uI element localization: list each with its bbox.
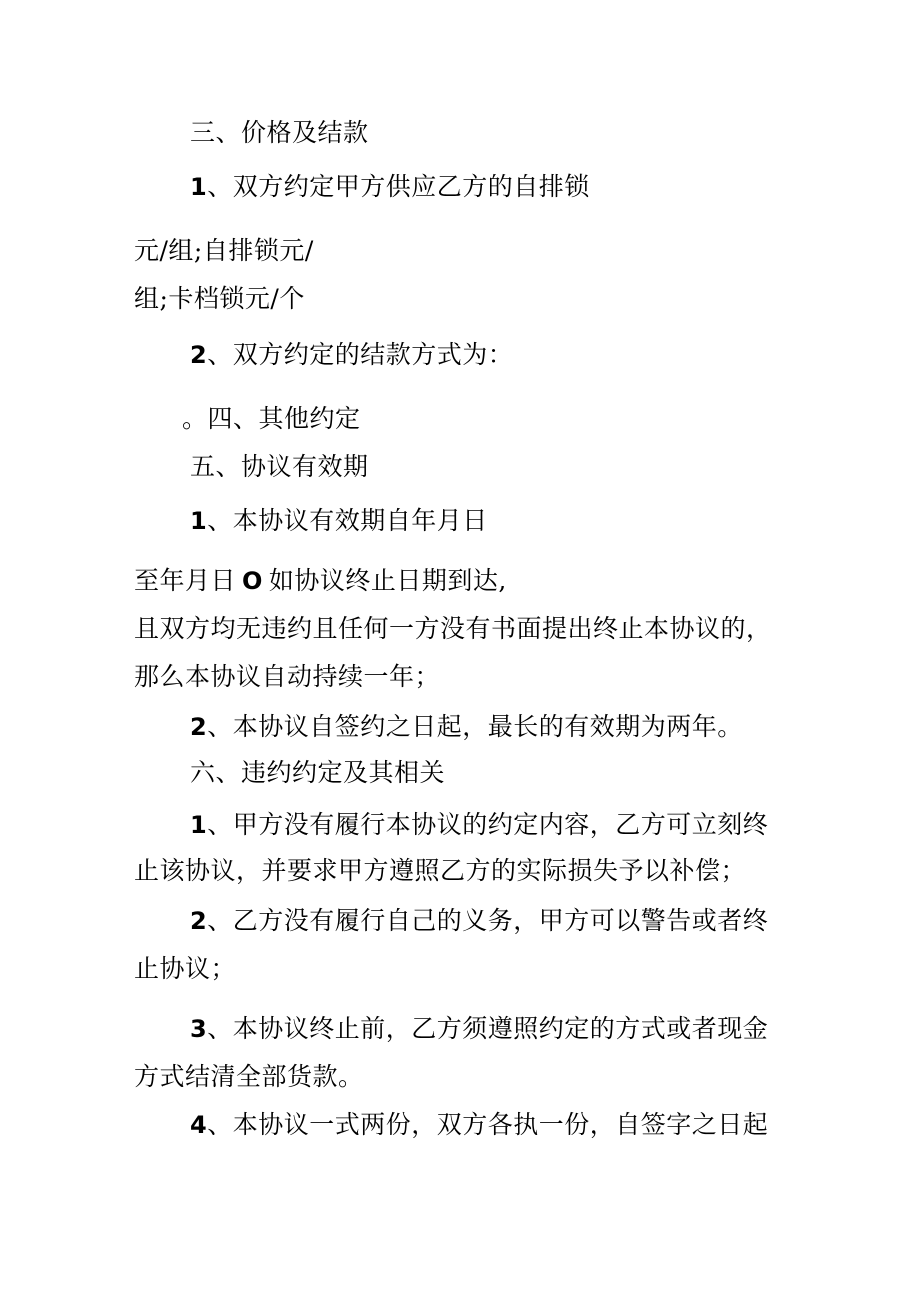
item-number: 2	[190, 713, 208, 741]
section-6-item-4	[190, 1110, 768, 1140]
item-text: 那么本协议自动持续一年；	[134, 662, 441, 691]
section-3-item-1	[190, 172, 590, 202]
section-3-heading-text: 三、价格及结款	[190, 118, 369, 147]
section-6-heading	[190, 758, 445, 788]
section-6-heading-text: 六、违约约定及其相关	[190, 758, 446, 787]
item-number: 1	[190, 811, 208, 839]
item-text: 、双方约定的结款方式为：	[207, 340, 514, 369]
section-3-item-2	[190, 340, 513, 370]
section-6-item-1-continuation	[134, 856, 746, 886]
section-5-item-1-continuation-2	[134, 614, 772, 644]
item-text: 、双方约定甲方供应乙方的自排锁	[207, 172, 590, 201]
section-4-heading-text: 。四、其他约定	[182, 404, 361, 433]
section-3-item-1-continuation-2	[134, 284, 305, 314]
section-6-item-1	[190, 810, 768, 840]
item-text: 且双方均无违约且任何一方没有书面提出终止本协议的，	[134, 614, 772, 643]
section-5-item-1	[190, 506, 488, 536]
item-text: 、乙方没有履行自己的义务，甲方可以警告或者终	[207, 906, 769, 935]
item-text: 、本协议自签约之日起，最长的有效期为两年。	[207, 712, 743, 741]
item-text: 元/组;自排锁元/	[134, 236, 314, 265]
section-5-item-1-continuation-3	[134, 662, 440, 692]
section-5-item-1-continuation-1	[134, 566, 507, 596]
item-number: 2	[190, 907, 208, 935]
section-6-item-2-continuation	[134, 954, 236, 984]
section-6-item-2	[190, 906, 768, 936]
item-text: 方式结清全部货款。	[134, 1062, 364, 1091]
item-number: 4	[190, 1111, 208, 1139]
section-4-heading	[182, 404, 361, 434]
item-number: 1	[190, 507, 208, 535]
item-text: 、本协议有效期自年月日	[207, 506, 488, 535]
item-text: 、本协议终止前，乙方须遵照约定的方式或者现金	[207, 1014, 769, 1043]
item-text: 止该协议，并要求甲方遵照乙方的实际损失予以补偿；	[134, 856, 747, 885]
item-number: 3	[190, 1015, 208, 1043]
item-text: 、本协议一式两份，双方各执一份，自签字之日起	[207, 1110, 769, 1139]
section-5-item-2	[190, 712, 743, 742]
item-number: 2	[190, 341, 208, 369]
item-text: 至年月日	[134, 566, 237, 595]
item-text: 止协议；	[134, 954, 237, 983]
item-letter-o: O	[242, 567, 263, 595]
section-3-heading	[190, 118, 369, 148]
item-text: 、甲方没有履行本协议的约定内容，乙方可立刻终	[207, 810, 769, 839]
item-text: 如协议终止日期到达,	[268, 566, 507, 595]
section-6-item-3	[190, 1014, 768, 1044]
section-5-heading-text: 五、协议有效期	[190, 452, 369, 481]
section-5-heading	[190, 452, 369, 482]
section-3-item-1-continuation-1	[134, 236, 314, 266]
section-6-item-3-continuation	[134, 1062, 364, 1092]
item-number: 1	[190, 173, 208, 201]
item-text: 组;卡档锁元/个	[134, 284, 305, 313]
